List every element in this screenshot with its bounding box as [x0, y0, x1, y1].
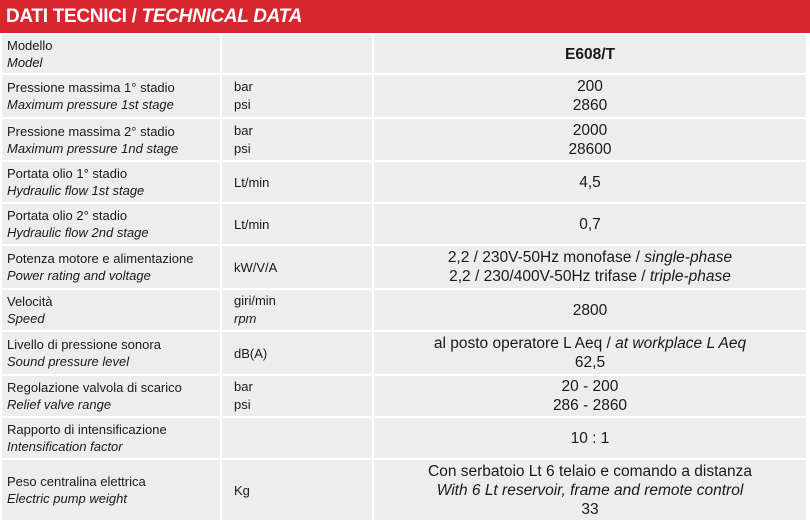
row-value — [373, 417, 807, 459]
unit: psi — [234, 97, 251, 112]
unit: psi — [234, 397, 251, 412]
value-line — [379, 248, 801, 267]
row-label — [1, 375, 221, 417]
value: 2,2 / 230/400V-50Hz trifase / — [449, 268, 646, 285]
label-en: Maximum pressure 1st stage — [7, 97, 174, 112]
table-row — [1, 289, 807, 331]
row-value — [373, 74, 807, 118]
label-en: Hydraulic flow 2nd stage — [7, 225, 149, 240]
unit: Kg — [234, 482, 250, 498]
value: 286 - 2860 — [552, 397, 628, 414]
label-it: Potenza motore e alimentazione — [7, 251, 194, 266]
table-row — [1, 417, 807, 459]
value: 33 — [581, 500, 599, 518]
row-unit — [221, 118, 373, 161]
row-value — [373, 203, 807, 245]
row-unit — [221, 289, 373, 331]
label-it: Pressione massima 2° stadio — [7, 123, 175, 139]
table-row — [1, 161, 807, 203]
label-en: Speed — [7, 311, 45, 326]
value: al posto operatore L Aeq / — [433, 335, 611, 352]
label-en: Sound pressure level — [7, 354, 130, 369]
table-row — [1, 459, 807, 521]
row-label — [1, 245, 221, 289]
row-unit — [221, 245, 373, 289]
label-it: Pressione massima 1° stadio — [7, 80, 175, 95]
unit: bar — [234, 122, 253, 138]
row-unit — [221, 417, 373, 459]
value: 2800 — [572, 301, 608, 319]
label-en: Model — [7, 55, 43, 70]
row-label — [1, 118, 221, 161]
row-label — [1, 203, 221, 245]
unit: bar — [234, 79, 253, 94]
table-row — [1, 331, 807, 375]
label-it: Portata olio 2° stadio — [7, 208, 128, 223]
row-value — [373, 289, 807, 331]
table-row — [1, 74, 807, 118]
value: 200 — [577, 78, 603, 95]
header-title-en: TECHNICAL DATA — [141, 6, 303, 27]
table-row — [1, 203, 807, 245]
unit: bar — [234, 379, 253, 394]
value-line — [379, 267, 801, 286]
value: 62,5 — [574, 354, 606, 371]
section-header — [0, 0, 810, 33]
row-label — [1, 74, 221, 118]
value: 2,2 / 230V-50Hz monofase / — [447, 249, 640, 266]
unit: psi — [234, 140, 251, 156]
label-it: Rapporto di intensificazione — [7, 422, 167, 437]
value-en: With 6 Lt reservoir, frame and remote control — [436, 481, 744, 499]
unit: rpm — [234, 311, 257, 326]
label-it: Livello di pressione sonora — [7, 337, 161, 352]
technical-data-table — [0, 33, 808, 522]
row-value — [373, 34, 807, 74]
value: 2000 — [572, 121, 608, 139]
value-en: triple-phase — [649, 268, 731, 285]
value-en: single-phase — [644, 249, 733, 266]
unit: kW/V/A — [234, 259, 278, 275]
unit: dB(A) — [234, 345, 268, 361]
label-it: Regolazione valvola di scarico — [7, 380, 182, 395]
row-label — [1, 34, 221, 74]
label-en: Power rating and voltage — [7, 268, 151, 283]
row-value — [373, 161, 807, 203]
unit: Lt/min — [234, 174, 270, 190]
value: 28600 — [568, 140, 612, 158]
row-value — [373, 331, 807, 375]
label-it: Portata olio 1° stadio — [7, 166, 128, 181]
row-unit — [221, 375, 373, 417]
label-it: Velocità — [7, 294, 53, 309]
value: 2860 — [572, 97, 608, 114]
row-label — [1, 331, 221, 375]
label-en: Relief valve range — [7, 397, 112, 412]
table-row — [1, 118, 807, 161]
table-row — [1, 34, 807, 74]
value: 10 : 1 — [570, 429, 610, 447]
row-value — [373, 245, 807, 289]
table-row — [1, 245, 807, 289]
label-it: Modello — [7, 38, 53, 53]
row-unit — [221, 459, 373, 521]
row-label — [1, 289, 221, 331]
unit: Lt/min — [234, 216, 270, 232]
value: Con serbatoio Lt 6 telaio e comando a distanza — [428, 462, 752, 480]
value-en: at workplace L Aeq — [615, 335, 747, 352]
label-it: Peso centralina elettrica — [7, 474, 146, 489]
row-value — [373, 118, 807, 161]
row-unit — [221, 34, 373, 74]
row-unit — [221, 161, 373, 203]
value: 0,7 — [579, 215, 601, 233]
label-en: Maximum pressure 1nd stage — [7, 140, 179, 156]
row-unit — [221, 74, 373, 118]
label-en: Hydraulic flow 1st stage — [7, 183, 145, 198]
row-value — [373, 459, 807, 521]
model-value: E608/T — [565, 45, 615, 63]
row-label — [1, 161, 221, 203]
label-en: Intensification factor — [7, 439, 123, 454]
value-line — [379, 334, 801, 353]
unit: giri/min — [234, 293, 276, 308]
value: 20 - 200 — [561, 378, 619, 395]
row-label — [1, 459, 221, 521]
row-label — [1, 417, 221, 459]
row-unit — [221, 331, 373, 375]
header-title-it: DATI TECNICI / — [6, 6, 137, 27]
value: 4,5 — [579, 173, 601, 191]
label-en: Electric pump weight — [7, 491, 127, 506]
row-value — [373, 375, 807, 417]
row-unit — [221, 203, 373, 245]
table-row — [1, 375, 807, 417]
